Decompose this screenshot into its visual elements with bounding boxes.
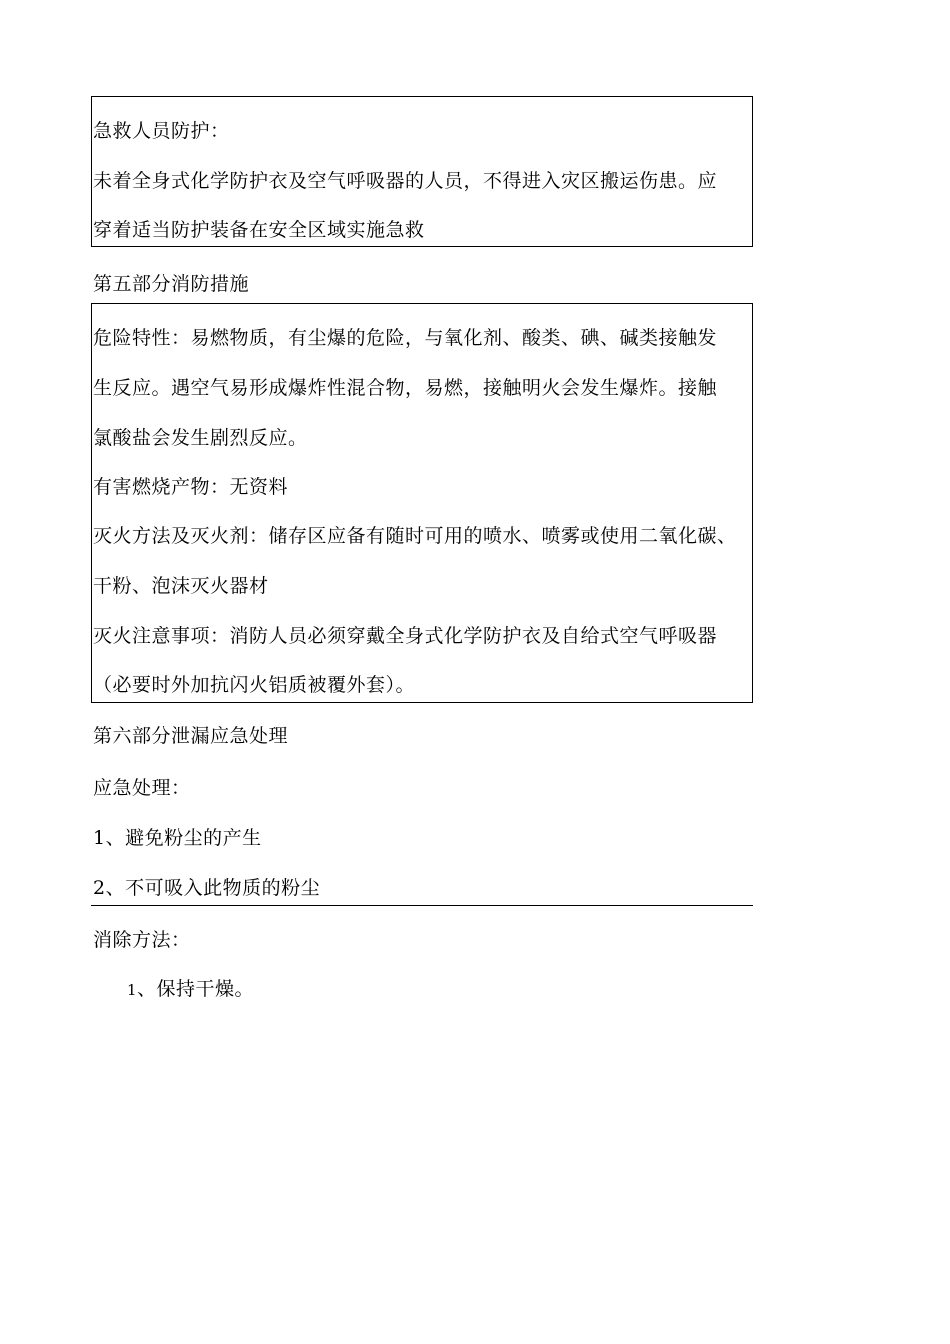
hazard-text-line-3: 氯酸盐会发生剧烈反应。 (93, 427, 308, 449)
emergency-item-1: 1、避免粉尘的产生 (93, 827, 262, 849)
emergency-heading: 应急处理： (93, 777, 191, 799)
removal-item-1 (127, 977, 254, 1002)
removal-item-number: 1 (127, 981, 138, 999)
first-aid-text-line-2: 穿着适当防护装备在安全区域实施急救 (93, 219, 425, 241)
hazard-text-line-2: 生反应。遇空气易形成爆炸性混合物，易燃，接触明火会发生爆炸。接触 (93, 377, 718, 399)
fire-notes-line-2: （必要时外加抗闪火铝质被覆外套）。 (93, 674, 416, 696)
combustion-products: 有害燃烧产物：无资料 (93, 476, 289, 498)
removal-heading: 消除方法： (93, 929, 191, 951)
hazard-text-line-1: 危险特性：易燃物质，有尘爆的危险，与氧化剂、酸类、碘、碱类接触发 (93, 327, 718, 349)
section-6-title: 第六部分泄漏应急处理 (93, 725, 289, 747)
first-aid-text-line-1: 未着全身式化学防护衣及空气呼吸器的人员，不得进入灾区搬运伤患。应 (93, 170, 718, 192)
removal-item-text: 、保持干燥。 (137, 978, 255, 1000)
emergency-item-2: 2、不可吸入此物质的粉尘 (93, 877, 321, 899)
section-divider (91, 905, 753, 906)
extinguish-method-line-1: 灭火方法及灭火剂：储存区应备有随时可用的喷水、喷雾或使用二氧化碳、 (93, 525, 737, 547)
section-5-title: 第五部分消防措施 (93, 273, 250, 295)
fire-notes-line-1: 灭火注意事项：消防人员必须穿戴全身式化学防护衣及自给式空气呼吸器 (93, 625, 718, 647)
first-aid-heading: 急救人员防护： (93, 120, 230, 142)
extinguish-method-line-2: 干粉、泡沫灭火器材 (93, 575, 269, 597)
